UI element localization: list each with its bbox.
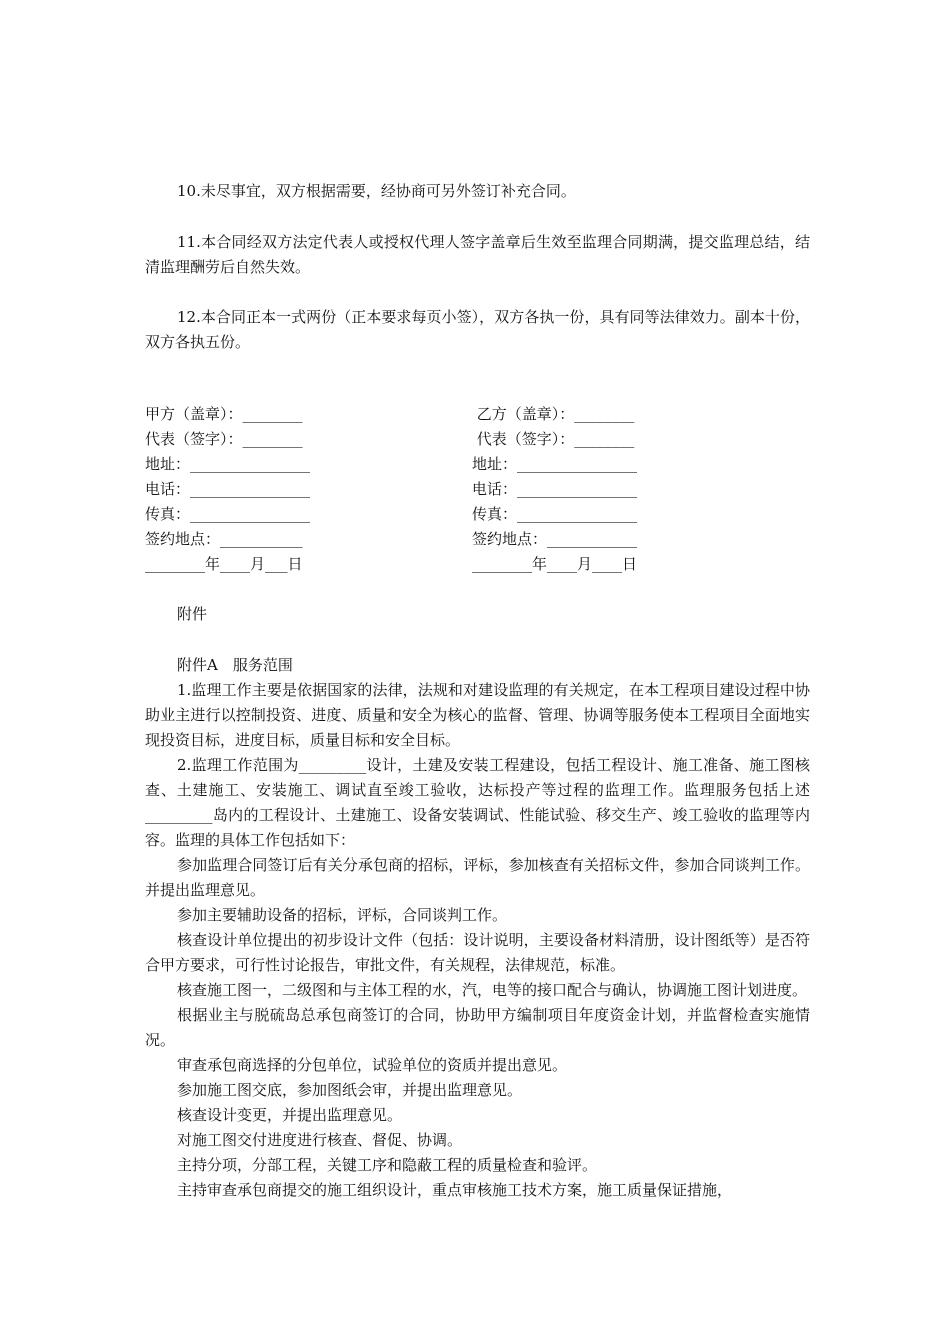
party-b-seal-line: 乙方（盖章）：________ [472,405,635,423]
appendix-paragraph: 1.监理工作主要是依据国家的法律，法规和对建设监理的有关规定，在本工程项目建设过程中协助业主进行以控制投资、进度、质量和安全为核心的监督、管理、协调等服务使本工程项目全面地实现投资目标，进度目标，质量目标和安全目标。 [145,681,810,749]
party-a-fax-line: 传真：________________ [145,505,311,523]
party-b-signature-block [472,402,802,577]
party-a-address-line: 地址：________________ [145,455,311,473]
appendix-paragraph: 主持审查承包商提交的施工组织设计，重点审核施工技术方案，施工质量保证措施， [177,1181,733,1199]
party-a-phone-line: 电话：________________ [145,480,311,498]
appendix-a-title: 附件A 服务范围 [177,656,293,674]
appendix-paragraph: 核查设计单位提出的初步设计文件（包括：设计说明，主要设备材料清册，设计图纸等）是否符合甲方要求，可行性讨论报告，审批文件，有关规程，法律规范，标准。 [145,931,810,974]
clause-12: 12.本合同正本一式两份（正本要求每页小签），双方各执一份，具有同等法律效力。副本十份，双方各执五份。 [145,308,810,351]
party-b-fax-line: 传真：________________ [472,505,638,523]
party-b-address-line: 地址：________________ [472,455,638,473]
appendix-paragraph: 2.监理工作范围为_________设计，土建及安装工程建设，包括工程设计、施工准备、施工图核查、土建施工、安装施工、调试直至竣工验收，达标投产等过程的监理工作。监理服务包括上述_________岛内的工程设计、土建施工、设备安装调试、性能试验、移交生产、竣工验收的监理等内容。监理的具体工作包括如下： [145,756,810,849]
appendix-a-body [145,678,810,1203]
party-a-signature-block [145,402,475,577]
appendix-paragraph: 参加施工图交底，参加图纸会审，并提出监理意见。 [177,1081,523,1099]
party-a-representative-line: 代表（签字）：________ [145,430,303,448]
party-a-seal-line: 甲方（盖章）：________ [145,405,303,423]
clause-11: 11.本合同经双方法定代表人或授权代理人签字盖章后生效至监理合同期满，提交监理总结，结清监理酬劳后自然失效。 [145,233,810,276]
party-b-phone-line: 电话：________________ [472,480,638,498]
party-b-representative-line: 代表（签字）：________ [472,430,635,448]
party-b-signing-place-line: 签约地点：____________ [472,530,638,548]
appendix-paragraph: 参加主要辅助设备的招标，评标，合同谈判工作。 [177,906,508,924]
party-a-signing-place-line: 签约地点：___________ [145,530,303,548]
appendix-paragraph: 根据业主与脱硫岛总承包商签订的合同，协助甲方编制项目年度资金计划，并监督检查实施情况。 [145,1006,810,1049]
appendix-paragraph: 参加监理合同签订后有关分承包商的招标，评标，参加核查有关招标文件，参加合同谈判工作。并提出监理意见。 [145,856,810,899]
clause-10: 10.未尽事宜，双方根据需要，经协商可另外签订补充合同。 [177,182,576,200]
appendix-paragraph: 核查设计变更，并提出监理意见。 [177,1106,403,1124]
appendix-title: 附件 [177,605,208,623]
party-b-date-line: ________年____月____日 [472,555,638,573]
appendix-paragraph: 核查施工图一，二级图和与主体工程的水，汽，电等的接口配合与确认，协调施工图计划进度。 [177,981,808,999]
appendix-paragraph: 对施工图交付进度进行核查、督促、协调。 [177,1131,463,1149]
party-a-date-line: ________年____月___日 [145,555,303,573]
appendix-paragraph: 主持分项，分部工程，关键工序和隐蔽工程的质量检查和验评。 [177,1156,598,1174]
appendix-paragraph: 审查承包商选择的分包单位，试验单位的资质并提出意见。 [177,1056,568,1074]
